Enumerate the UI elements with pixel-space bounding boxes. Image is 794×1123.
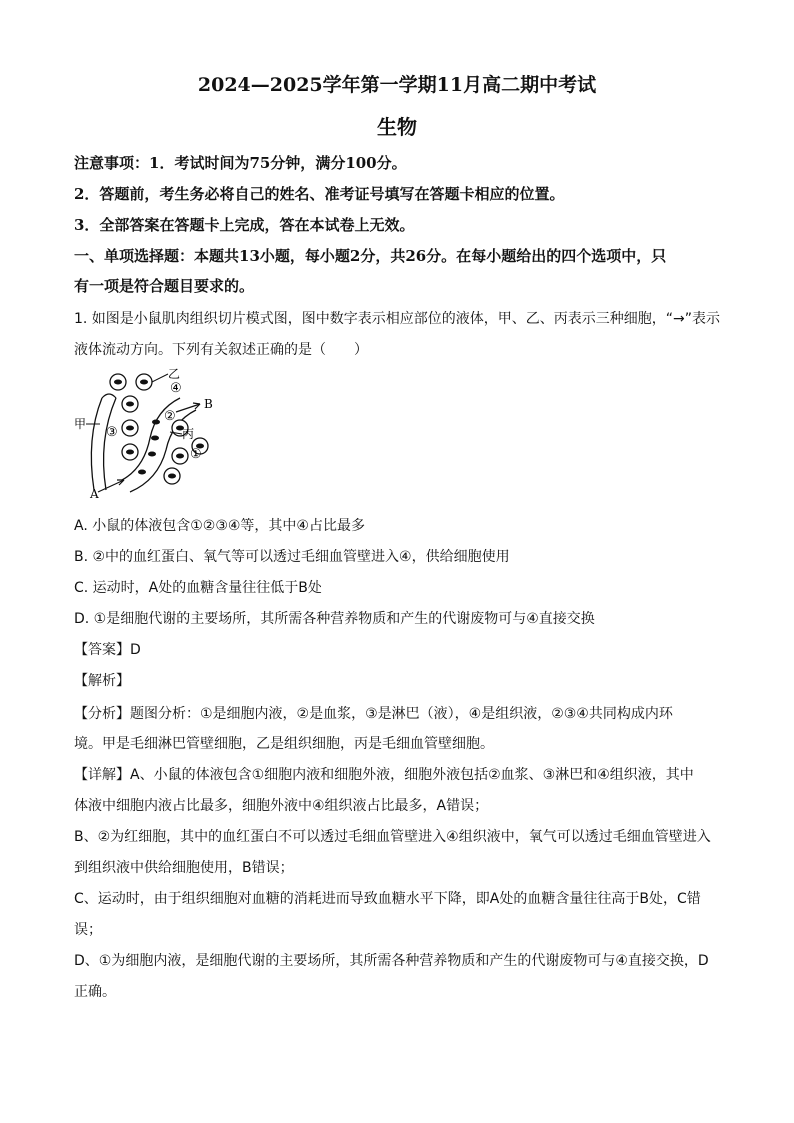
analysis-label: 【解析】 (74, 673, 130, 689)
subject-title: 生物 (377, 115, 417, 139)
notice-line-2: 2．答题前，考生务必将自己的姓名、准考证号填写在答题卡相应的位置。 (74, 185, 565, 203)
label-3: ③ (106, 425, 118, 440)
xiangjie-line-3: B、②为红细胞，其中的血红蛋白不可以透过毛细血管壁进入④组织液中，氧气可以透过毛细血管壁进入 (74, 829, 711, 845)
notice-line-3: 3．全部答案在答题卡上完成，答在本试卷上无效。 (74, 216, 415, 234)
label-jia: 甲 (74, 417, 87, 431)
question-stem-line-2: 液体流动方向。下列有关叙述正确的是（ ） (74, 342, 368, 358)
label-1: ① (190, 447, 202, 462)
xiangjie-line-1: 【详解】A、小鼠的体液包含①细胞内液和细胞外液，细胞外液包括②血浆、③淋巴和④组织液，其中 (74, 767, 694, 783)
option-b: B. ②中的血红蛋白、氧气等可以透过毛细血管壁进入④，供给细胞使用 (74, 549, 510, 565)
answer-label: 【答案】D (74, 642, 141, 658)
section-heading-line-2: 有一项是符合题目要求的。 (74, 277, 255, 295)
xiangjie-line-2: 体液中细胞内液占比最多，细胞外液中④组织液占比最多，A错误； (74, 798, 489, 814)
xiangjie-line-6: 误； (74, 922, 102, 938)
label-yi: 乙 (168, 368, 181, 381)
fenxi-line-2: 境。甲是毛细淋巴管壁细胞，乙是组织细胞，丙是毛细血管壁细胞。 (74, 736, 494, 752)
label-2: ② (164, 409, 176, 424)
section-heading-line-1: 一、单项选择题：本题共13小题，每小题2分，共26分。在每小题给出的四个选项中，只 (74, 247, 667, 265)
label-a: A (90, 487, 99, 500)
xiangjie-line-5: C、运动时，由于组织细胞对血糖的消耗进而导致血糖水平下降，即A处的血糖含量往往高于B处，C错 (74, 891, 701, 907)
label-4: ④ (170, 381, 182, 396)
option-a: A. 小鼠的体液包含①②③④等，其中④占比最多 (74, 518, 365, 534)
question-stem-line-1: 1. 如图是小鼠肌肉组织切片模式图，图中数字表示相应部位的液体，甲、乙、丙表示三种细胞，“→”表示 (74, 311, 721, 327)
label-bing: 丙 (182, 427, 195, 441)
label-b: B (204, 397, 213, 411)
option-c: C. 运动时，A处的血糖含量往往低于B处 (74, 580, 322, 596)
exam-title: 2024—2025学年第一学期11月高二期中考试 (197, 74, 597, 96)
xiangjie-line-8: 正确。 (74, 984, 116, 1000)
notice-line-1: 注意事项：1．考试时间为75分钟，满分100分。 (74, 154, 407, 172)
option-d: D. ①是细胞代谢的主要场所，其所需各种营养物质和产生的代谢废物可与④直接交换 (74, 611, 595, 627)
muscle-tissue-figure (72, 368, 232, 500)
fenxi-line-1: 【分析】题图分析：①是细胞内液，②是血浆，③是淋巴（液），④是组织液，②③④共同构成内环 (74, 706, 673, 722)
xiangjie-line-4: 到组织液中供给细胞使用，B错误； (74, 860, 294, 876)
xiangjie-line-7: D、①为细胞内液，是细胞代谢的主要场所，其所需各种营养物质和产生的代谢废物可与④直接交换，D (74, 953, 709, 969)
